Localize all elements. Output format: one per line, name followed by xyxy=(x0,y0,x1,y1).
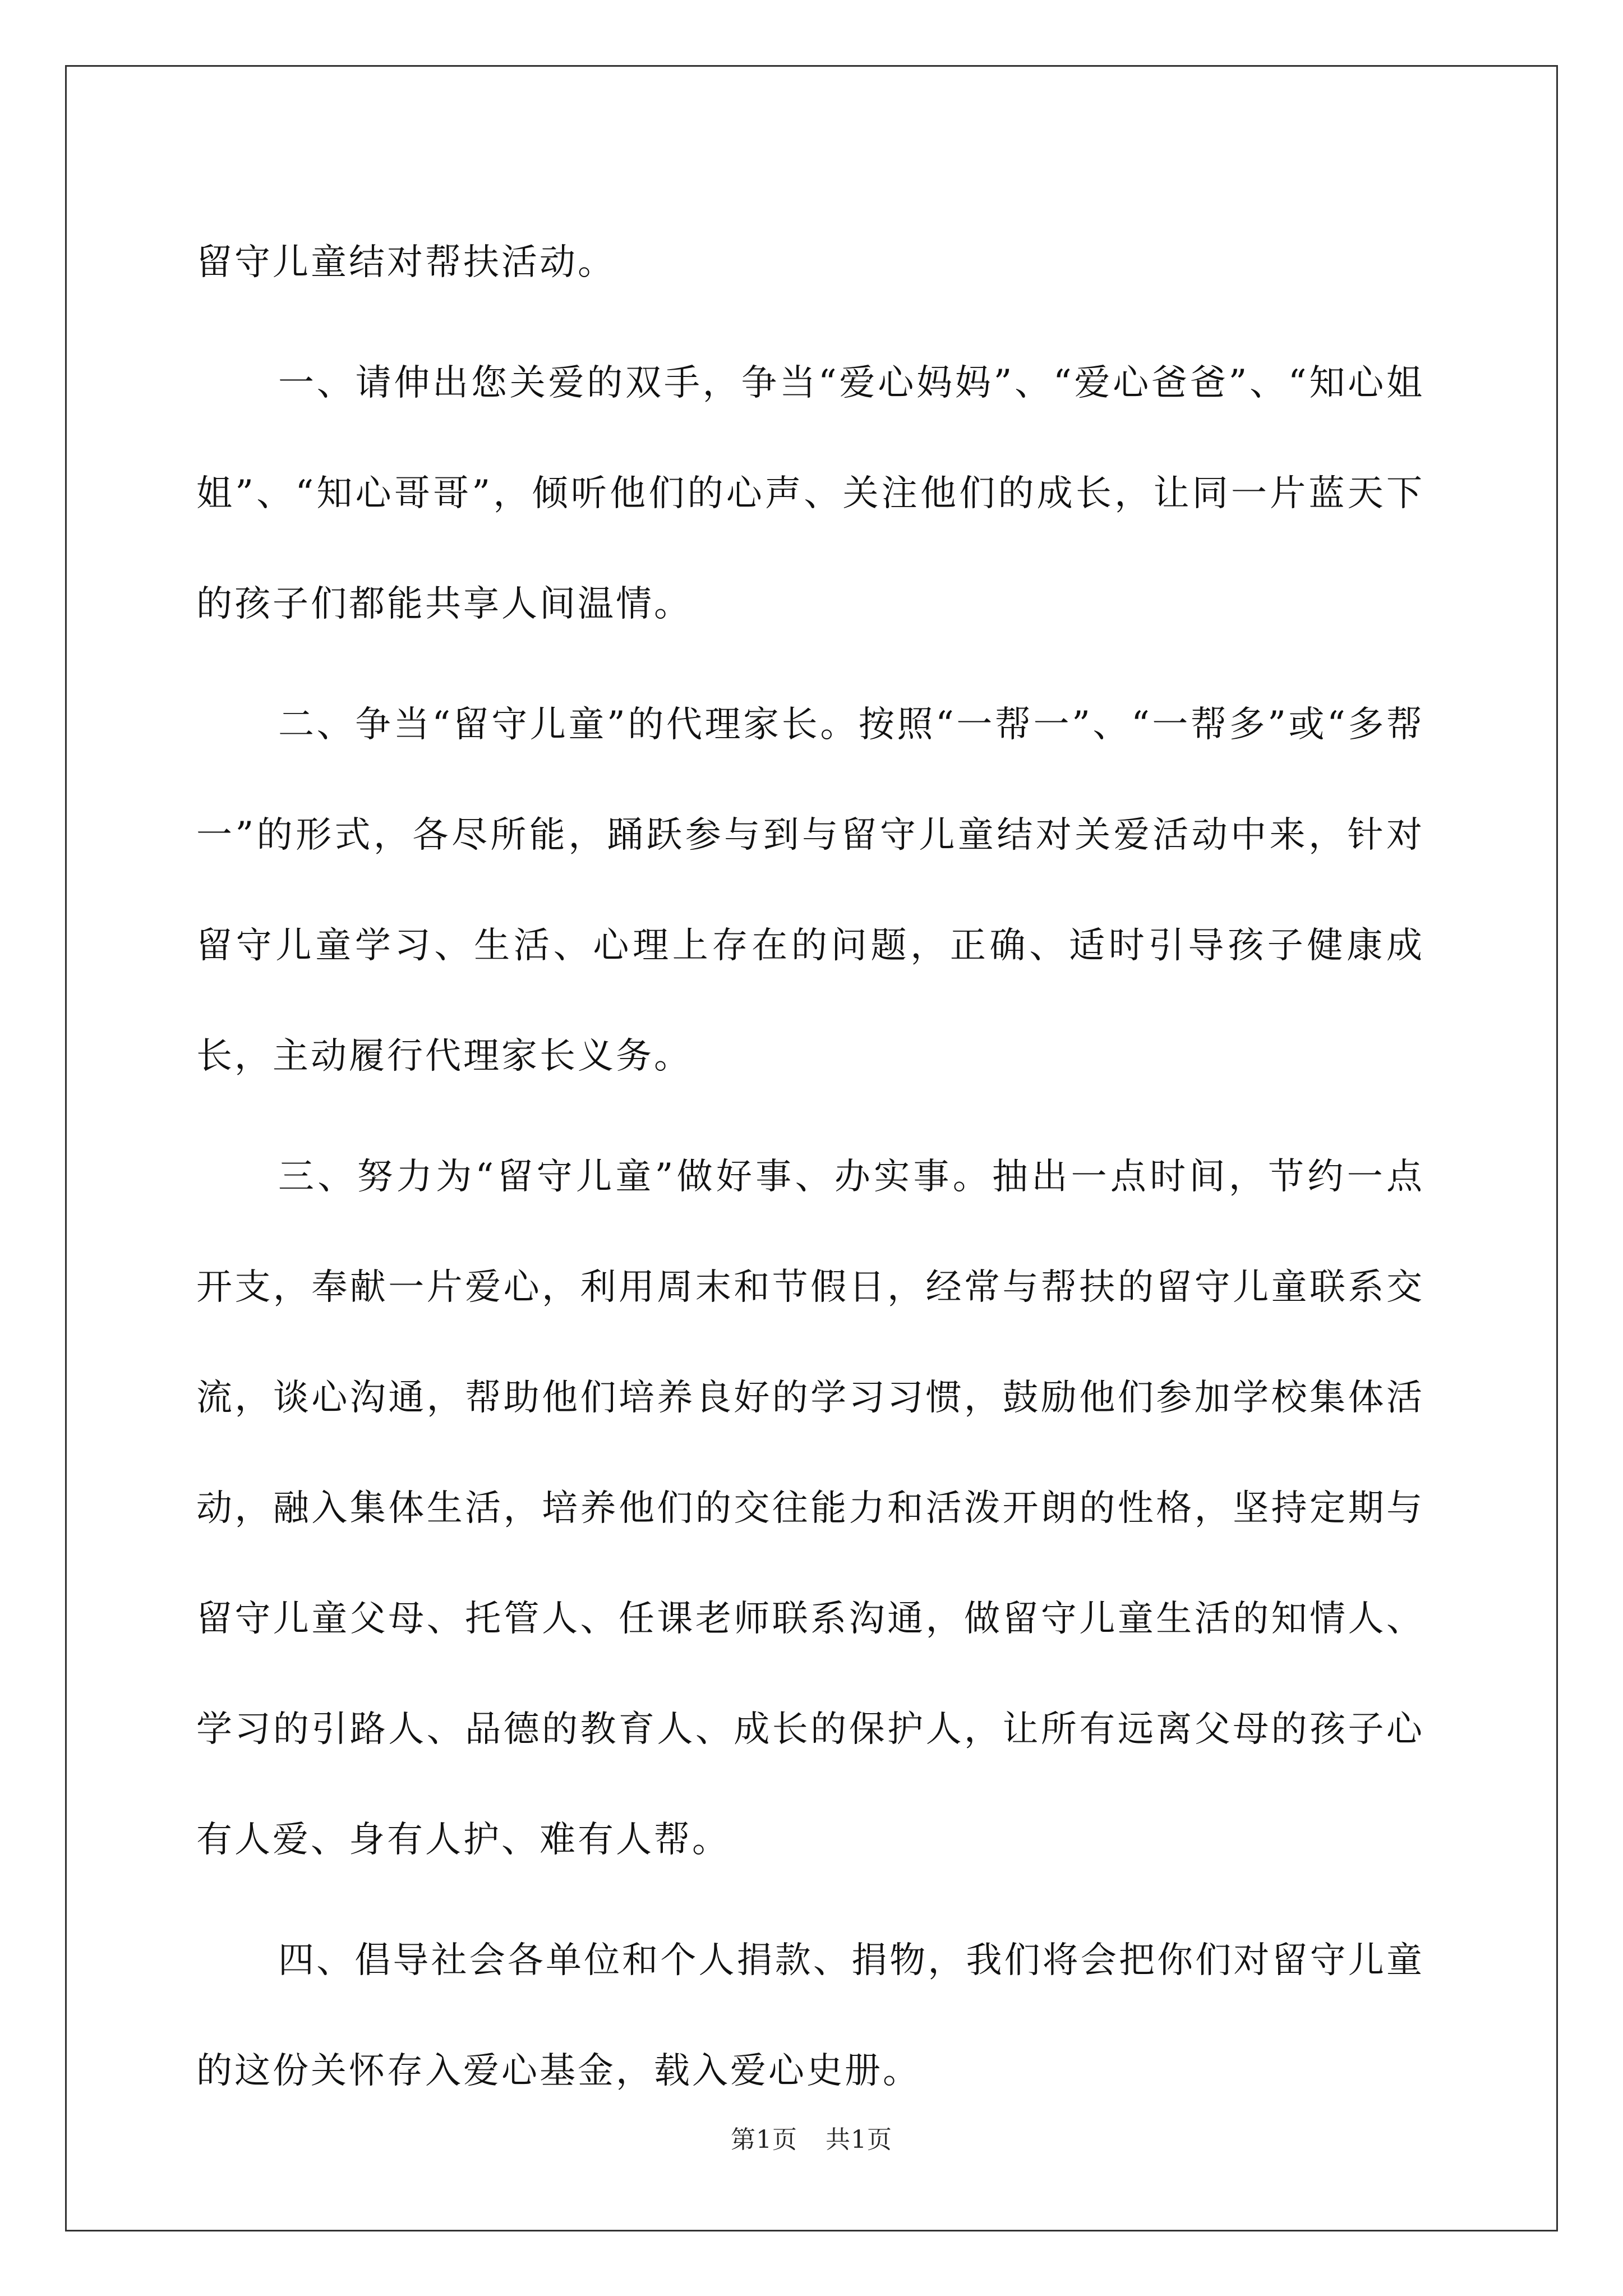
paragraph-item-1: 一、请伸出您关爱的双手，争当“爱心妈妈”、“爱心爸爸”、“知心姐姐”、“知心哥哥”，倾听他们的心声、关注他们的成长，让同一片蓝天下的孩子们都能共享人间温情。 xyxy=(196,362,1424,625)
paragraph-item-4: 四、倡导社会各单位和个人捐款、捐物，我们将会把你们对留守儿童的这份关怀存入爱心基金，载入爱心史册。 xyxy=(196,1940,1424,2092)
page-footer xyxy=(0,2123,1623,2157)
page-total: 共1页 xyxy=(826,2125,892,2154)
paragraph-intro: 留守儿童结对帮扶活动。 xyxy=(196,242,616,283)
paragraph-item-3: 三、努力为“留守儿童”做好事、办实事。抽出一点时间，节约一点开支，奉献一片爱心，利用周末和节假日，经常与帮扶的留守儿童联系交流，谈心沟通，帮助他们培养良好的学习习惯，鼓励他们参加学校集体活动，融入集体生活，培养他们的交往能力和活泼开朗的性格，坚持定期与留守儿童父母、托管人、任课老师联系沟通，做留守儿童生活的知情人、学习的引路人、品德的教育人、成长的保护人，让所有远离父母的孩子心有人爱、身有人护、难有人帮。 xyxy=(196,1156,1424,1861)
paragraph-item-2: 二、争当“留守儿童”的代理家长。按照“一帮一”、“一帮多”或“多帮一”的形式，各尽所能，踊跃参与到与留守儿童结对关爱活动中来，针对留守儿童学习、生活、心理上存在的问题，正确、适时引导孩子健康成长，主动履行代理家长义务。 xyxy=(196,704,1424,1077)
page-number: 第1页 xyxy=(731,2125,797,2154)
document-body xyxy=(196,208,1424,2137)
